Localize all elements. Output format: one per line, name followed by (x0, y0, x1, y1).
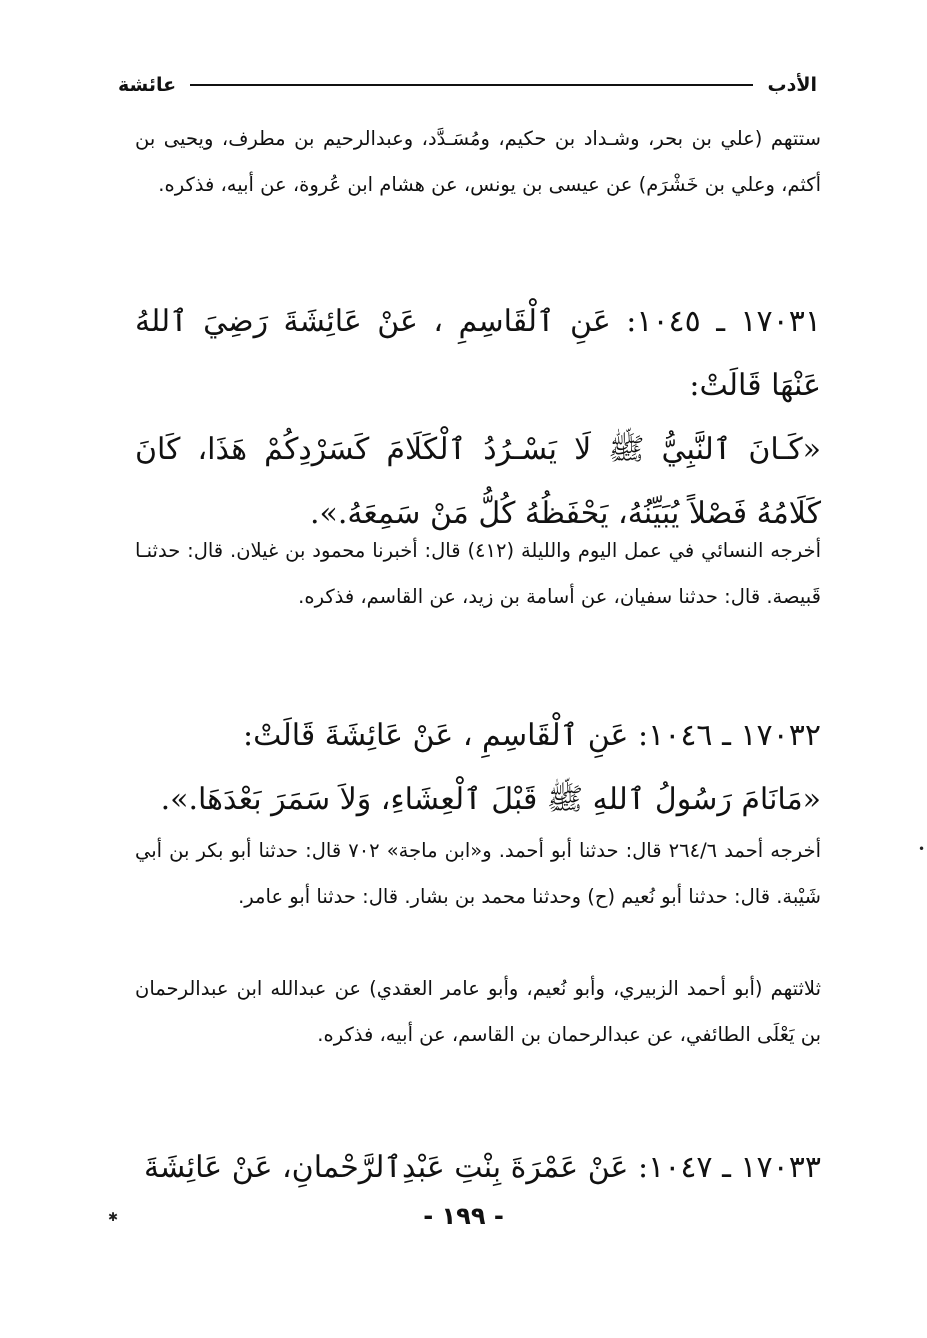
hadith-text: «كَـانَ ٱلنَّبِيُّ ﷺ لَا يَسْـرُدُ ٱلْكَلَامَ كَسَرْدِكُمْ هَذَا، كَانَ كَلَامُهُ فَصْلاً يُبَيِّنُهُ، يَحْفَظُهُ كُلُّ مَنْ سَمِعَهُ.». (135, 432, 821, 531)
hadith-text: «مَانَامَ رَسُولُ ٱللهِ ﷺ قَبْلَ ٱلْعِشَاءِ، وَلاَ سَمَرَ بَعْدَهَا.». (160, 782, 821, 817)
running-header (118, 68, 817, 102)
paragraph-1 (135, 116, 821, 208)
paragraph-2 (135, 528, 821, 620)
paragraph-4 (135, 966, 821, 1058)
header-rule (190, 84, 753, 86)
hadith-heading: ١٧٠٣١ ـ ١٠٤٥: عَنِ ٱلْقَاسِمِ ، عَنْ عَائِشَةَ رَضِيَ ٱللهُ عَنْهَا قَالَتْ: (135, 304, 821, 403)
header-right-title: الأدب (767, 74, 817, 96)
hadith-heading: ١٧٠٣٣ ـ ١٠٤٧: عَنْ عَمْرَةَ بِنْتِ عَبْدِٱلرَّحْمانِ، عَنْ عَائِشَةَ (143, 1150, 821, 1185)
hadith-17031 (135, 290, 821, 546)
hadith-17032 (135, 704, 821, 832)
paragraph-text: ثلاثتهم (أبو أحمد الزبيري، وأبو نُعيم، وأبو عامر العقدي) عن عبدالله ابن عبدالرحمان بن يَعْلَى الطائفي، عن عبدالرحمان بن القاسم، عن أبيه، فذكره. (135, 977, 821, 1046)
paragraph-3 (135, 828, 821, 920)
hadith-17033 (135, 1136, 821, 1200)
paragraph-text: أخرجه أحمد ٢٦٤/٦ قال: حدثنا أبو أحمد. و«ابن ماجة» ٧٠٢ قال: حدثنا أبو بكر بن أبي شَيْبة. قال: حدثنا أبو نُعيم (ح) وحدثنا محمد بن بشار. قال: حدثنا أبو عامر. (135, 839, 821, 908)
scan-speck: • (918, 842, 926, 856)
paragraph-text: ستتهم (علي بن بحر، وشـداد بن حكيم، ومُسَـدَّد، وعبدالرحيم بن مطرف، ويحيى بن أكثم، وعلي بن خَشْرَم) عن عيسى بن يونس، عن هشام ابن عُروة، عن أبيه، فذكره. (135, 127, 821, 196)
hadith-heading: ١٧٠٣٢ ـ ١٠٤٦: عَنِ ٱلْقَاسِمِ ، عَنْ عَائِشَةَ قَالَتْ: (243, 718, 821, 753)
paragraph-text: أخرجه النسائي في عمل اليوم والليلة (٤١٢) قال: أخبرنا محمود بن غيلان. قال: حدثنـا قَبيصة. قال: حدثنا سفيان، عن أسامة بن زيد، عن القاسم، فذكره. (135, 539, 821, 608)
scan-speck: ✱ (108, 1210, 119, 1224)
header-left-title: عائشة (118, 74, 177, 96)
page-number: - ١٩٩ - (423, 1202, 504, 1230)
